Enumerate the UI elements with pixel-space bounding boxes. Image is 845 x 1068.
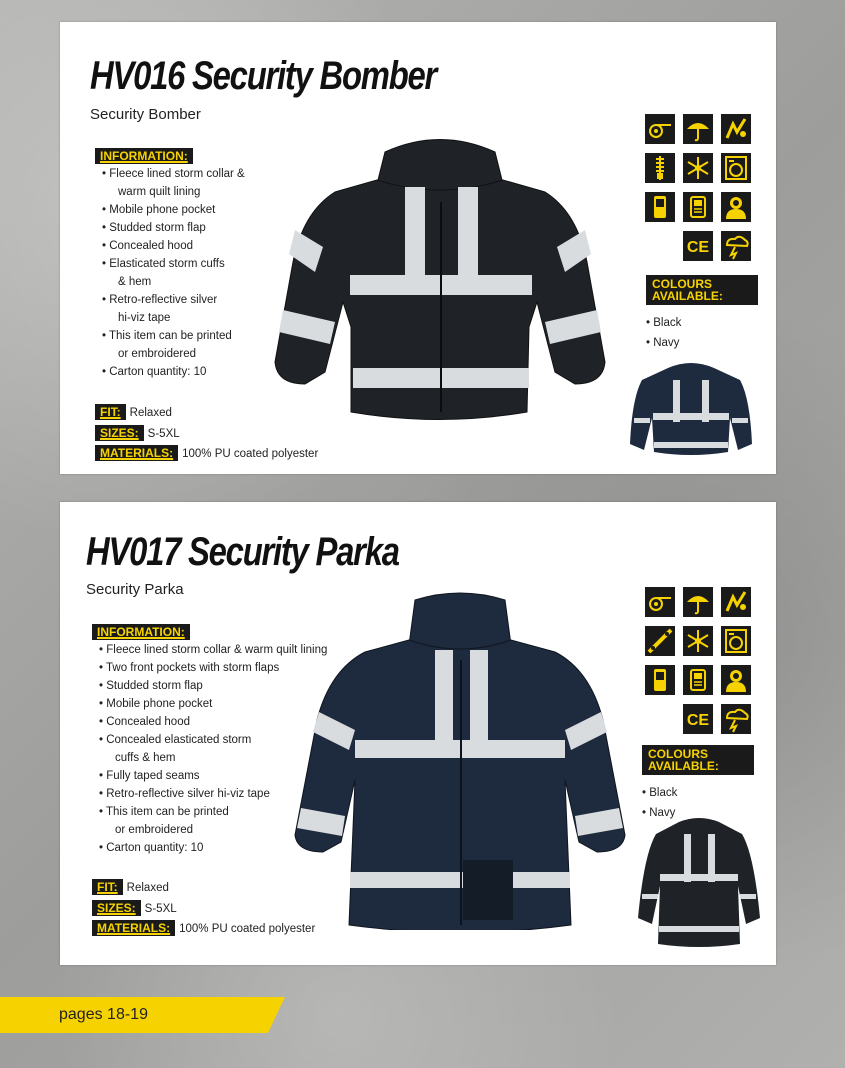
information-text: Studded storm flap [106,680,203,692]
fit-spec [95,404,172,420]
reflective-tape-icon [645,587,675,617]
information-text: or embroidered [118,348,196,360]
information-text: or embroidered [115,824,193,836]
information-text: warm quilt lining [118,186,201,198]
sizes-spec [92,900,177,916]
information-text: This item can be printed [109,330,232,342]
icon-spacer [645,231,675,261]
information-text: Two front pockets with storm flaps [106,662,280,674]
sizes-label: SIZES: [95,425,144,441]
materials-value: 100% PU coated polyester [179,923,316,935]
fit-value: Relaxed [129,407,172,419]
information-text: Fully taped seams [106,770,200,782]
materials-spec [95,445,318,461]
colours-label: COLOURS AVAILABLE: [642,745,754,775]
feature-icons [645,587,751,734]
bomber-navy-thumbnail [628,358,754,458]
information-item [102,363,282,381]
colour-item: • Black [642,783,754,803]
information-text: Fleece lined storm collar & warm quilt lining [106,644,328,656]
information-text: Fleece lined storm collar & [109,168,245,180]
page-numbers: pages 18-19 [59,1006,148,1023]
information-text: cuffs & hem [115,752,176,764]
information-text: Concealed hood [106,716,190,728]
phone-pocket-icon [645,192,675,222]
information-item [102,219,282,237]
ce-mark-icon [683,231,713,261]
windproof-icon [721,114,751,144]
information-label: INFORMATION: [92,624,190,640]
information-text: Concealed hood [109,240,193,252]
information-text: Mobile phone pocket [106,698,213,710]
product-card-parka [60,502,776,965]
materials-label: MATERIALS: [95,445,178,461]
colour-item: • Black [646,313,758,333]
fit-label: FIT: [95,404,126,420]
information-item [102,237,282,255]
snowflake-icon [683,153,713,183]
colours-available [642,745,754,823]
storm-icon [721,704,751,734]
information-text: Retro-reflective silver [109,294,218,306]
zip-icon [645,153,675,183]
snowflake-icon [683,626,713,656]
product-subtitle: Security Parka [86,581,184,598]
product-title: HV016 Security Bomber [90,54,437,98]
information-item [102,165,282,201]
washing-icon [721,153,751,183]
colours-label: COLOURS AVAILABLE: [646,275,758,305]
umbrella-icon [683,587,713,617]
parka-black-thumbnail [634,814,764,948]
umbrella-icon [683,114,713,144]
information-list [102,165,282,381]
colours-list [646,313,758,353]
colour-item: • Navy [646,333,758,353]
product-card-bomber [60,22,776,474]
fit-value: Relaxed [126,882,169,894]
fit-label: FIT: [92,879,123,895]
information-text: This item can be printed [106,806,229,818]
taped-seams-icon [645,626,675,656]
parka-jacket-image [275,590,645,930]
information-item [102,255,282,291]
information-text: Carton quantity: 10 [106,842,204,854]
information-text: Concealed elasticated storm [106,734,252,746]
ce-mark-icon [683,704,713,734]
information-item [102,327,282,363]
colours-available [646,275,758,353]
information-text: Elasticated storm cuffs [109,258,225,270]
information-text: Mobile phone pocket [109,204,216,216]
icon-spacer [645,704,675,734]
colour-item: • Navy [642,803,754,823]
feature-icons [645,114,751,261]
information-item [102,291,282,327]
product-title: HV017 Security Parka [86,530,399,574]
fit-spec [92,879,169,895]
washing-icon [721,626,751,656]
hood-icon [721,192,751,222]
materials-label: MATERIALS: [92,920,175,936]
information-text: hi-viz tape [118,312,171,324]
phone-pocket-2-icon [683,192,713,222]
sizes-label: SIZES: [92,900,141,916]
information-item [102,201,282,219]
materials-value: 100% PU coated polyester [182,448,319,460]
information-text: Studded storm flap [109,222,206,234]
sizes-value: S-5XL [144,903,177,915]
svg-text:CE: CE [686,239,710,256]
sizes-spec [95,425,180,441]
phone-pocket-icon [645,665,675,695]
information-text: Retro-reflective silver hi-viz tape [106,788,270,800]
information-text: Carton quantity: 10 [109,366,207,378]
product-subtitle: Security Bomber [90,106,201,123]
hood-icon [721,665,751,695]
bomber-jacket-image [265,122,615,432]
information-label: INFORMATION: [95,148,193,164]
sizes-value: S-5XL [147,428,180,440]
windproof-icon [721,587,751,617]
svg-text:CE: CE [686,712,710,729]
phone-pocket-2-icon [683,665,713,695]
reflective-tape-icon [645,114,675,144]
storm-icon [721,231,751,261]
information-text: & hem [118,276,152,288]
